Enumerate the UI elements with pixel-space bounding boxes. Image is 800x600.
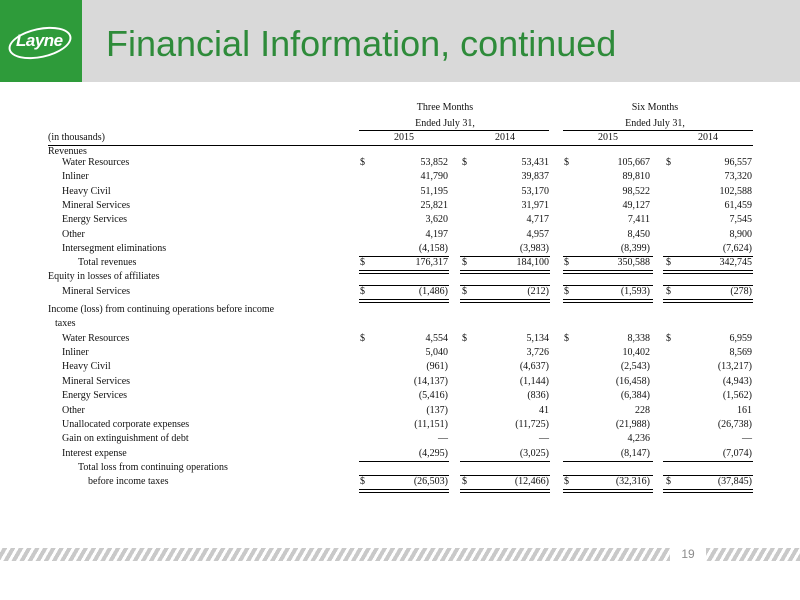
table-cell: (212) — [527, 286, 549, 297]
table-cell: (26,738) — [717, 419, 752, 430]
table-cell: 31,971 — [521, 200, 549, 211]
total-double-rule — [563, 489, 653, 493]
row-label: Mineral Services — [62, 286, 131, 297]
currency-symbol: $ — [564, 333, 569, 344]
row-label: Inliner — [62, 347, 89, 358]
table-cell: 4,236 — [627, 433, 650, 444]
logo-text: Layne — [16, 31, 63, 50]
currency-symbol: $ — [666, 333, 671, 344]
table-cell: (6,384) — [620, 390, 650, 401]
table-cell: 5,134 — [526, 333, 549, 344]
table-cell: (2,543) — [620, 361, 650, 372]
table-cell: (13,217) — [717, 361, 752, 372]
table-cell: 25,821 — [420, 200, 448, 211]
units-label: (in thousands) — [48, 132, 105, 143]
total-top-rule — [663, 256, 753, 257]
table-cell: 61,459 — [724, 200, 752, 211]
year-header-2014-q: 2014 — [495, 132, 515, 143]
table-cell: (26,503) — [413, 476, 448, 487]
table-cell: (4,943) — [722, 376, 752, 387]
total-top-rule — [460, 285, 550, 286]
table-cell: 161 — [737, 405, 752, 416]
subtotal-rule — [359, 461, 449, 462]
table-cell: (5,416) — [418, 390, 448, 401]
table-cell: (12,466) — [514, 476, 549, 487]
total-double-rule — [663, 299, 753, 303]
table-cell: (11,151) — [414, 419, 448, 430]
table-cell: 3,620 — [425, 214, 448, 225]
currency-symbol: $ — [360, 476, 365, 487]
table-cell: 7,545 — [729, 214, 752, 225]
row-label: Total revenues — [78, 257, 137, 268]
row-label: Equity in losses of affiliates — [48, 271, 160, 282]
table-cell: (1,593) — [620, 286, 650, 297]
table-cell: 39,837 — [521, 171, 549, 182]
total-double-rule — [460, 299, 550, 303]
row-label: Water Resources — [62, 157, 130, 168]
table-cell: (7,074) — [722, 448, 752, 459]
table-cell: 102,588 — [719, 186, 752, 197]
currency-symbol: $ — [360, 257, 365, 268]
table-cell: (7,624) — [722, 243, 752, 254]
row-label: Mineral Services — [62, 200, 131, 211]
table-cell: (1,486) — [418, 286, 448, 297]
total-top-rule — [359, 285, 449, 286]
currency-symbol: $ — [666, 257, 671, 268]
total-top-rule — [663, 475, 753, 476]
currency-symbol: $ — [462, 286, 467, 297]
table-cell: 96,557 — [724, 157, 752, 168]
total-double-rule — [359, 299, 449, 303]
currency-symbol: $ — [462, 257, 467, 268]
period-header-six-months-ended: Ended July 31, — [625, 118, 685, 129]
table-cell: (961) — [426, 361, 448, 372]
row-label: Other — [62, 229, 85, 240]
table-cell: 228 — [635, 405, 650, 416]
table-cell: 41 — [539, 405, 549, 416]
row-label: Gain on extinguishment of debt — [62, 433, 189, 444]
row-label: Unallocated corporate expenses — [62, 419, 190, 430]
table-cell: (4,158) — [418, 243, 448, 254]
table-cell: — — [742, 433, 752, 444]
row-label: Revenues — [48, 146, 87, 157]
table-cell: 6,959 — [729, 333, 752, 344]
table-cell: (14,137) — [413, 376, 448, 387]
currency-symbol: $ — [360, 157, 365, 168]
table-cell: 98,522 — [622, 186, 650, 197]
table-cell: 53,170 — [521, 186, 549, 197]
period-rule-six-months — [563, 130, 753, 131]
table-cell: (278) — [730, 286, 752, 297]
row-label: before income taxes — [88, 476, 169, 487]
slide-header — [0, 0, 800, 82]
row-label: Other — [62, 405, 85, 416]
currency-symbol: $ — [360, 286, 365, 297]
table-cell: (3,983) — [519, 243, 549, 254]
row-label: Water Resources — [62, 333, 130, 344]
table-cell: (21,988) — [615, 419, 650, 430]
total-top-rule — [563, 475, 653, 476]
table-cell: (137) — [426, 405, 448, 416]
period-header-three-months: Three Months — [416, 102, 474, 113]
table-cell: 7,411 — [627, 214, 650, 225]
table-cell: (11,725) — [515, 419, 549, 430]
total-top-rule — [563, 256, 653, 257]
page-number: 19 — [670, 546, 706, 563]
year-header-2014-ytd: 2014 — [698, 132, 718, 143]
table-cell: 4,197 — [425, 229, 448, 240]
row-label: Intersegment eliminations — [62, 243, 167, 254]
table-cell: 342,745 — [719, 257, 752, 268]
table-cell: — — [438, 433, 448, 444]
subtotal-rule — [663, 461, 753, 462]
total-double-rule — [359, 489, 449, 493]
table-cell: 8,569 — [729, 347, 752, 358]
currency-symbol: $ — [462, 333, 467, 344]
currency-symbol: $ — [666, 286, 671, 297]
currency-symbol: $ — [564, 286, 569, 297]
total-double-rule — [563, 299, 653, 303]
currency-symbol: $ — [564, 157, 569, 168]
row-label: Inliner — [62, 171, 89, 182]
year-header-2015-ytd: 2015 — [598, 132, 618, 143]
total-top-rule — [563, 285, 653, 286]
total-top-rule — [460, 256, 550, 257]
row-label: Mineral Services — [62, 376, 131, 387]
table-cell: 8,450 — [627, 229, 650, 240]
table-cell: 4,957 — [526, 229, 549, 240]
total-double-rule — [563, 270, 653, 274]
table-cell: (32,316) — [615, 476, 650, 487]
year-header-2015-q: 2015 — [394, 132, 414, 143]
table-cell: — — [539, 433, 549, 444]
currency-symbol: $ — [462, 476, 467, 487]
total-double-rule — [460, 489, 550, 493]
table-cell: (8,399) — [620, 243, 650, 254]
table-cell: (4,637) — [519, 361, 549, 372]
table-cell: 41,790 — [420, 171, 448, 182]
table-cell: 4,554 — [425, 333, 448, 344]
row-label: Energy Services — [62, 214, 128, 225]
row-label: Interest expense — [62, 448, 127, 459]
table-cell: 3,726 — [526, 347, 549, 358]
subtotal-rule — [563, 461, 653, 462]
table-cell: 73,320 — [724, 171, 752, 182]
table-cell: 8,338 — [627, 333, 650, 344]
table-cell: (1,562) — [722, 390, 752, 401]
currency-symbol: $ — [666, 157, 671, 168]
total-top-rule — [663, 285, 753, 286]
slide-title: Financial Information, continued — [106, 23, 617, 64]
table-cell: (16,458) — [615, 376, 650, 387]
table-cell: 89,810 — [622, 171, 650, 182]
currency-symbol: $ — [462, 157, 467, 168]
total-double-rule — [460, 270, 550, 274]
table-cell: (1,144) — [519, 376, 549, 387]
subtotal-rule — [460, 461, 550, 462]
table-cell: 350,588 — [617, 257, 650, 268]
table-cell: 184,100 — [516, 257, 549, 268]
period-header-six-months: Six Months — [631, 102, 679, 113]
layne-logo — [0, 0, 82, 82]
table-cell: 5,040 — [425, 347, 448, 358]
row-label: taxes — [55, 318, 76, 329]
currency-symbol: $ — [360, 333, 365, 344]
row-label: Heavy Civil — [62, 186, 111, 197]
period-header-three-months-ended: Ended July 31, — [415, 118, 475, 129]
table-cell: 8,900 — [729, 229, 752, 240]
total-double-rule — [359, 270, 449, 274]
total-double-rule — [663, 489, 753, 493]
currency-symbol: $ — [666, 476, 671, 487]
table-cell: 105,667 — [617, 157, 650, 168]
total-double-rule — [663, 270, 753, 274]
table-cell: (4,295) — [418, 448, 448, 459]
row-label: Energy Services — [62, 390, 128, 401]
period-rule-three-months — [359, 130, 549, 131]
table-cell: 10,402 — [622, 347, 650, 358]
table-cell: (37,845) — [717, 476, 752, 487]
total-top-rule — [359, 475, 449, 476]
total-top-rule — [359, 256, 449, 257]
table-cell: (836) — [527, 390, 549, 401]
currency-symbol: $ — [564, 476, 569, 487]
total-top-rule — [460, 475, 550, 476]
table-cell: 4,717 — [526, 214, 549, 225]
table-cell: 53,431 — [521, 157, 549, 168]
row-label: Income (loss) from continuing operations before income — [48, 304, 275, 315]
table-cell: (3,025) — [519, 448, 549, 459]
table-cell: (8,147) — [620, 448, 650, 459]
header-bottom-rule — [48, 145, 753, 146]
table-cell: 53,852 — [420, 157, 448, 168]
table-cell: 51,195 — [420, 186, 448, 197]
table-cell: 49,127 — [622, 200, 650, 211]
row-label: Total loss from continuing operations — [78, 462, 228, 473]
table-cell: 176,317 — [415, 257, 448, 268]
row-label: Heavy Civil — [62, 361, 111, 372]
currency-symbol: $ — [564, 257, 569, 268]
